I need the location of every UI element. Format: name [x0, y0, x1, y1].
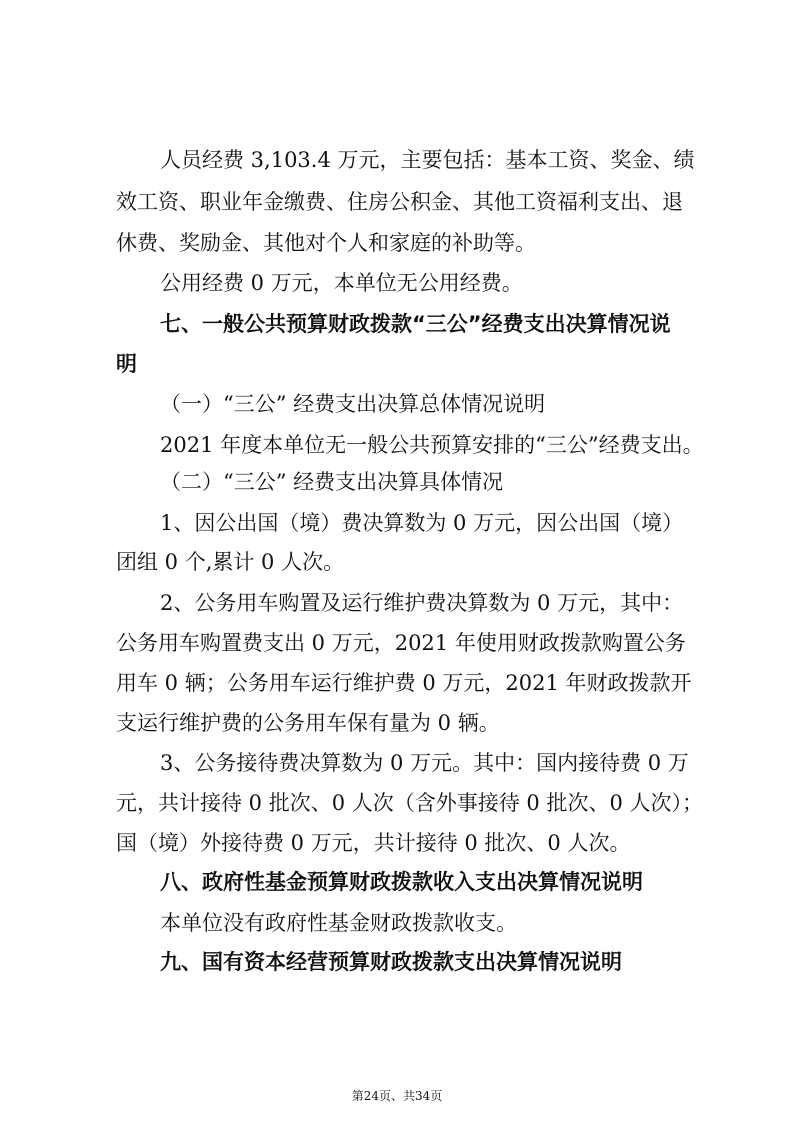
subheading-2: （二）“三公” 经费支出决算具体情况 — [160, 470, 504, 494]
page-footer: 第24页、共34页 — [351, 1089, 443, 1103]
body-line-1: 人员经费 3,103.4 万元，主要包括：基本工资、奖金、绩 — [160, 148, 695, 172]
body-line-8: 2、公务用车购置及运行维护费决算数为 0 万元，其中： — [160, 591, 684, 615]
body-line-12: 3、公务接待费决算数为 0 万元。其中：国内接待费 0 万 — [160, 751, 689, 775]
body-line-4: 公用经费 0 万元，本单位无公用经费。 — [160, 271, 523, 295]
subheading-1: （一）“三公” 经费支出决算总体情况说明 — [160, 392, 546, 416]
body-line-2: 效工资、职业年金缴费、住房公积金、其他工资福利支出、退 — [116, 190, 683, 214]
body-line-9: 公务用车购置费支出 0 万元，2021 年使用财政拨款购置公务 — [116, 631, 686, 655]
body-line-15: 本单位没有政府性基金财政拨款收支。 — [160, 911, 517, 935]
section-7-heading-cont: 明 — [116, 352, 137, 376]
body-line-14: 国（境）外接待费 0 万元，共计接待 0 批次、0 人次。 — [116, 831, 631, 855]
body-line-5: 2021 年度本单位无一般公共预算安排的“三公”经费支出。 — [160, 433, 704, 457]
body-line-13: 元，共计接待 0 批次、0 人次（含外事接待 0 批次、0 人次）； — [116, 791, 703, 815]
body-line-7: 团组 0 个,累计 0 人次。 — [116, 550, 345, 574]
section-8-heading: 八、政府性基金预算财政拨款收入支出决算情况说明 — [160, 870, 643, 894]
section-9-heading: 九、国有资本经营预算财政拨款支出决算情况说明 — [160, 950, 622, 974]
section-7-heading: 七、一般公共预算财政拨款“三公”经费支出决算情况说 — [160, 312, 671, 336]
body-line-6: 1、因公出国（境）费决算数为 0 万元，因公出国（境） — [160, 511, 684, 535]
body-line-11: 支运行维护费的公务用车保有量为 0 辆。 — [116, 711, 500, 735]
body-line-10: 用车 0 辆；公务用车运行维护费 0 万元，2021 年财政拨款开 — [116, 671, 692, 695]
body-line-3: 休费、奖励金、其他对个人和家庭的补助等。 — [116, 231, 536, 255]
